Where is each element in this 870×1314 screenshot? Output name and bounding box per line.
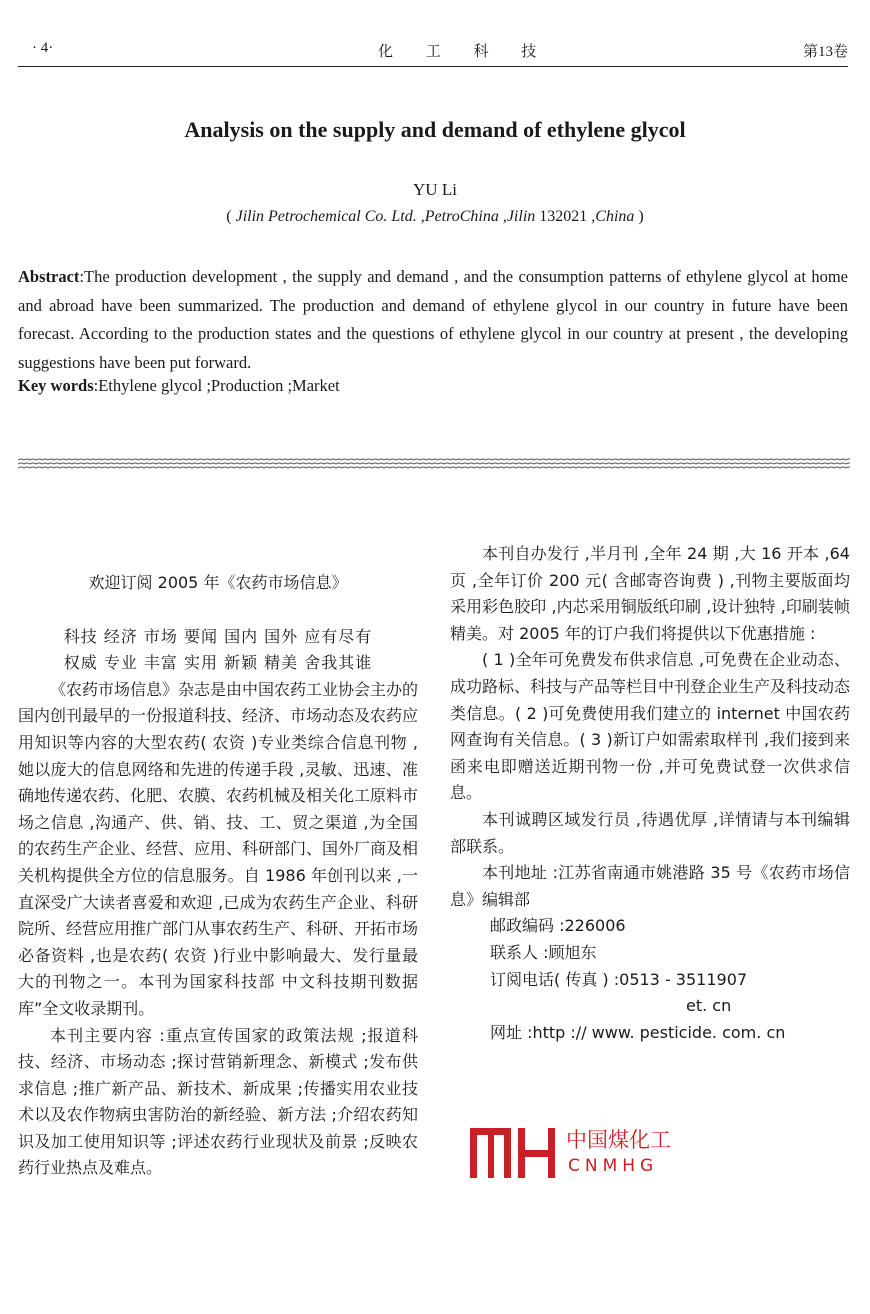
ad-paragraph-3: 本刊自办发行 ,半月刊 ,全年 24 期 ,大 16 开本 ,64 页 ,全年订价 200 元( 含邮寄咨询费 ) ,刊物主要版面均采用彩色胶印 ,内芯采用铜版纸印刷 ,设计独特 ,印刷装帧精美。对 2005 年的订户我们将提供以下优惠措施 : (450, 544, 850, 643)
ad-right-column (450, 541, 850, 1046)
ad-paragraph-2: 本刊主要内容 :重点宣传国家的政策法规 ;报道科技、经济、市场动态 ;探讨营销新理念、新模式 ;发布供求信息 ;推广新产品、新技术、新成果 ;传播实用农业技术以及农作物病虫害防治的新经验、新方法 ;介绍农药知识及加工使用知识等 ;评述农药行业现状及前景 ;反映农药行业热点及难点。 (18, 1025, 418, 1178)
author-name: YU Li (413, 180, 457, 199)
ad-website: 网址 :http :// www. pesticide. com. cn (490, 1022, 786, 1042)
ad-slogan-2: 权威 专业 丰富 实用 新颖 精美 舍我其谁 (63, 653, 373, 673)
wavy-divider-line (18, 459, 850, 468)
volume-label: 第13卷 (802, 44, 848, 60)
ad-contact-person: 联系人 :顾旭东 (490, 942, 597, 962)
ad-paragraph-4: ( 1 )全年可免费发布供求信息 ,可免费在企业动态、成功路标、科技与产品等栏目中刊登企业生产及科技动态类信息。( 2 )可免费使用我们建立的 internet 中国农药网查询有关信息。( 3 )新订户如需索取样刊 ,我们接到来函来电即赠送近期刊物一份 ,并可免费试登一次供求信息。 (450, 650, 851, 803)
page-number: · 4· (32, 40, 54, 56)
running-header (18, 36, 848, 67)
ad-paragraph-5: 本刊诚聘区域发行员 ,待遇优厚 ,详情请与本刊编辑部联系。 (450, 809, 850, 856)
affiliation-close: ) (634, 208, 644, 225)
affiliation-country: China (595, 208, 635, 225)
ad-phone: 订阅电话( 传真 ) :0513 - 3511907 (490, 969, 748, 989)
logo-mark-icon (468, 1124, 560, 1182)
affiliation-open: ( (226, 208, 236, 225)
keywords-label: Key words (18, 376, 94, 395)
ad-left-column (18, 570, 418, 1182)
journal-name: 化 工 科 技 (378, 42, 551, 60)
abstract-text: :The production development , the supply and demand , and the consumption patterns of ethylene glycol at home and abroad have been summarized. The production and demand of ethylene glycol in our country in future have been forecast. According to the production states and the questions of ethylene glycol in our country at present , the developing suggestions have been put forward. (18, 267, 848, 372)
keywords (18, 376, 848, 396)
affiliation-org: Jilin Petrochemical Co. Ltd. ,PetroChina ,Jilin (235, 208, 536, 225)
wavy-divider (18, 458, 850, 470)
watermark-logo (468, 1122, 700, 1184)
ad-email: et. cn (686, 996, 732, 1016)
article-title: Analysis on the supply and demand of ethylene glycol (184, 117, 686, 142)
affiliation (0, 208, 870, 226)
ad-title: 欢迎订阅 2005 年《农药市场信息》 (88, 573, 348, 592)
logo-text-english: CNMHG (568, 1156, 659, 1176)
logo-text-chinese: 中国煤化工 (566, 1128, 671, 1152)
abstract (18, 263, 848, 377)
affiliation-postcode: 132021 , (535, 208, 596, 225)
keywords-text: :Ethylene glycol ;Production ;Market (93, 376, 340, 395)
ad-postcode: 邮政编码 :226006 (490, 916, 626, 936)
ad-paragraph-1: 《农药市场信息》杂志是由中国农药工业协会主办的国内创刊最早的一份报道科技、经济、市场动态及农药应用知识等内容的大型农药( 农资 )专业类综合信息刊物 ,她以庞大的信息网络和先进的传递手段 ,灵敏、迅速、准确地传递农药、化肥、农膜、农药机械及相关化工原料市场之信息 ,沟通产、供、销、技、工、贸之渠道 ,为全国的农药生产企业、经营、应用、科研部门、国外厂商及相关机构提供全方位的信息服务。自 1986 年创刊以来 ,一直深受广大读者喜爱和欢迎 ,已成为农药生产企业、科研院所、经营应用推广部门从事农药生产、科研、开拓市场必备资料 ,也是农药( 农资 )行业中影响最大、发行量最大的刊物之一。本刊为国家科技部 中文科技期刊数据库”全文收录期刊。 (18, 679, 419, 1018)
ad-paragraph-6: 本刊地址 :江苏省南通市姚港路 35 号《农药市场信息》编辑部 (450, 863, 850, 909)
ad-slogan-1: 科技 经济 市场 要闻 国内 国外 应有尽有 (63, 626, 373, 646)
abstract-label: Abstract (18, 267, 80, 286)
